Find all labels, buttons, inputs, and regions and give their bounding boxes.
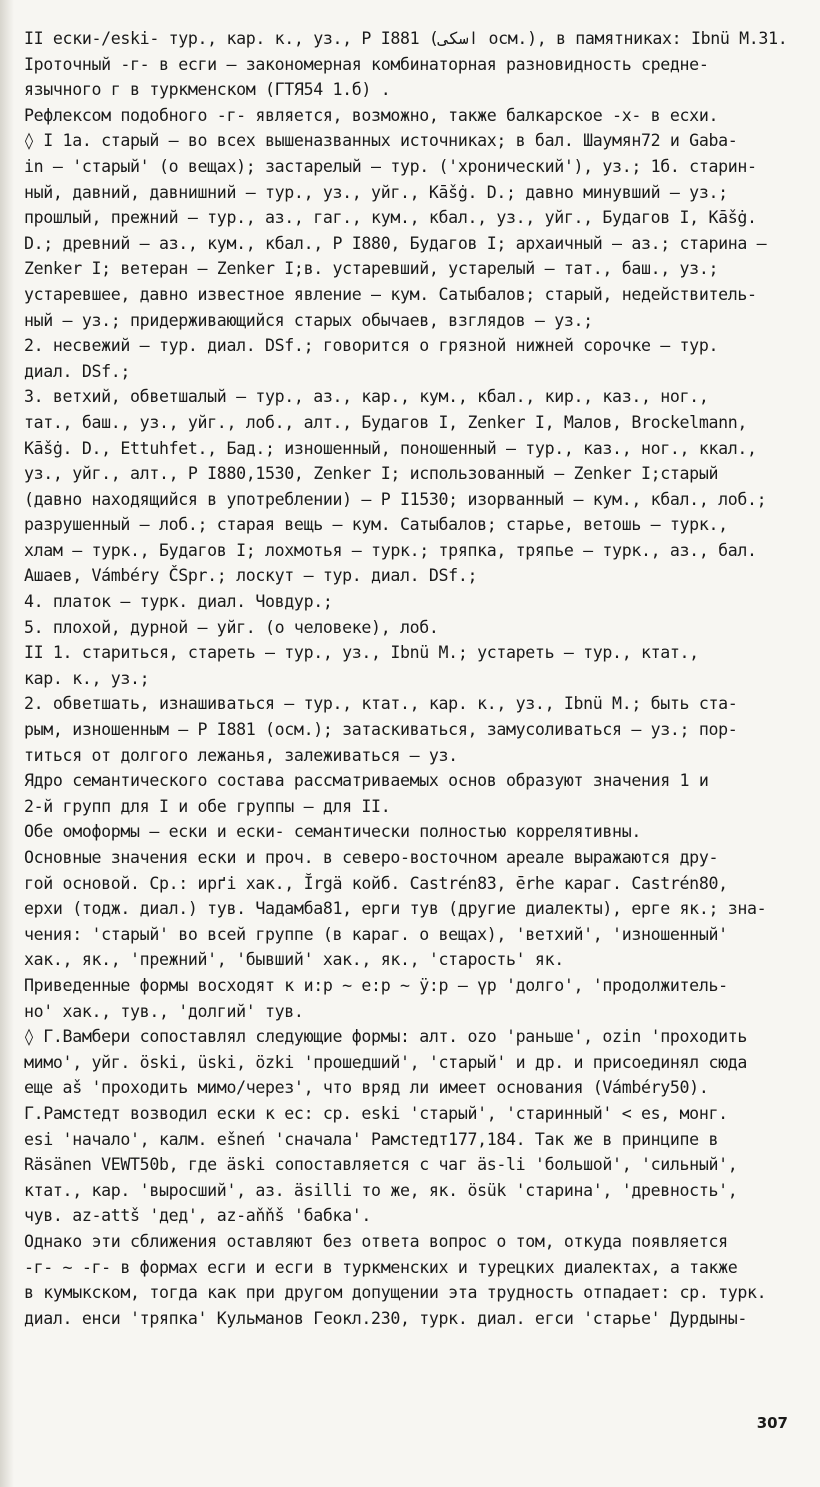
text-line: диал. енси 'тряпка' Кульманов Геокл.230, турк. диал. егси 'старье' Дурдыны- — [24, 1308, 748, 1328]
text-line: устаревшее, давно известное явление – кум. Сатыбалов; старый, недействитель- — [24, 284, 757, 304]
text-line: II ески-/eski- тур., кар. к., уз., Р I881 (اسكى осм.), в памятниках: Ibnü M.31. — [24, 29, 788, 48]
text-line: Рефлексом подобного -г- является, возможно, также балкарское -х- в есхи. — [24, 105, 719, 125]
text-line: еще aš 'проходить мимо/через', что вряд ли имеет основания (Vámbéry50). — [24, 1078, 709, 1098]
dictionary-entry-text — [24, 26, 798, 1331]
text-line: Ядро семантического состава рассматриваемых основ образуют значения 1 и — [24, 771, 709, 791]
text-line: прошлый, прежний – тур., аз., гаг., кум., кбал., уз., уйг., Будагов I, Kāšġ. — [24, 208, 757, 228]
text-line: Однако эти сближения оставляют без ответа вопрос о том, откуда появляется — [24, 1231, 728, 1251]
text-line: рым, изношенным – Р I881 (осм.); затаскиваться, замусоливаться – уз.; пор- — [24, 720, 738, 740]
text-line: 2. несвежий – тур. диал. DSf.; говорится о грязной нижней сорочке – тур. — [24, 336, 719, 356]
text-line: ный, давний, давнишний – тур., уз., уйг., Kāšġ. D.; давно минувший – уз.; — [24, 182, 728, 202]
text-line: титься от долгого лежанья, залеживаться – уз. — [24, 745, 458, 765]
text-line: но' хак., тув., 'долгий' тув. — [24, 1001, 304, 1021]
text-line: Приведенные формы восходят к и:р ~ е:р ~ ӱ:р – үр 'долго', 'продолжитель- — [24, 975, 728, 995]
text-line: 3. ветхий, обветшалый – тур., аз., кар., кум., кбал., кир., каз., ног., — [24, 387, 709, 407]
text-line: разрушенный – лоб.; старая вещь – кум. Сатыбалов; старье, ветошь – турк., — [24, 515, 728, 535]
text-line: Г.Рамстедт возводил ески к ес: ср. eski 'старый', 'старинный' < es, монг. — [24, 1103, 728, 1123]
text-line: мимо', уйг. öski, üski, özki 'прошедший', 'старый' и др. и присоединял сюда — [24, 1052, 748, 1072]
text-line: Kāšġ. D., Ettuhfet., Бад.; изношенный, поношенный – тур., каз., ног., ккал., — [24, 438, 757, 458]
text-line: 5. плохой, дурной – уйг. (о человеке), лоб. — [24, 617, 439, 637]
text-line: кар. к., уз.; — [24, 668, 150, 688]
text-line: чения: 'старый' во всей группе (в караг. о вещах), 'ветхий', 'изношенный' — [24, 924, 728, 944]
text-line: диал. DSf.; — [24, 361, 131, 381]
text-line: Zenker I; ветеран – Zenker I;в. устаревший, устарелый – тат., баш., уз.; — [24, 259, 719, 279]
text-line: 4. платок – турк. диал. Човдур.; — [24, 592, 333, 612]
text-line: хлам – турк., Будагов I; лохмотья – турк.; тряпка, тряпье – турк., аз., бал. — [24, 540, 757, 560]
text-line: II 1. стариться, стареть – тур., уз., Ibnü M.; устареть – тур., ктат., — [24, 643, 699, 663]
scan-shadow-edge — [0, 0, 14, 1487]
text-line: язычного г в туркменском (ГТЯ54 1.б) . — [24, 80, 391, 100]
text-line: Ашаев, Vámbéry ČSpr.; лоскут – тур. диал. DSf.; — [24, 566, 478, 586]
text-line: D.; древний – аз., кум., кбал., Р I880, Будагов I; архаичный – аз.; старина – — [24, 233, 767, 253]
text-line: Räsänen VEWT50b, где äski сопоставляется с чаг äs-li 'большой', 'сильный', — [24, 1155, 738, 1175]
text-line: esi 'начало', калм. ešneń 'сначала' Рамстедт177,184. Так же в принципе в — [24, 1129, 719, 1149]
text-line: Основные значения ески и проч. в северо-восточном ареале выражаются дру- — [24, 848, 719, 867]
text-line: (давно находящийся в употреблении) – Р I1530; изорванный – кум., кбал., лоб.; — [24, 489, 767, 509]
text-line: хак., як., 'прежний', 'бывший' хак., як., 'старость' як. — [24, 950, 564, 970]
text-line: ктат., кар. 'выросший', аз. äsilli то же, як. ösük 'старина', 'древность', — [24, 1180, 738, 1200]
text-line: ный – уз.; придерживающийся старых обычаев, взглядов – уз.; — [24, 310, 593, 330]
text-line: Обе омоформы – ески и ески- семантически полностью коррелятивны. — [24, 822, 641, 842]
text-line: ерхи (тодж. диал.) тув. Чадамба81, ерги тув (другие диалекты), ерге як.; зна- — [24, 899, 767, 919]
text-line: Іроточный -г- в есги – закономерная комбинаторная разновидность средне- — [24, 54, 709, 74]
text-line: -г- ~ -г- в формах есги и есги в туркменских и турецких диалектах, а также — [24, 1257, 738, 1277]
text-line: гой основой. Ср.: ирґі хак., Ĭrgä койб. Castrén83, ērhe караг. Castrén80, — [24, 873, 728, 893]
text-line: чув. az-attš 'дед', az-aňňš 'бабка'. — [24, 1206, 372, 1226]
page-number: 307 — [756, 1414, 788, 1432]
text-line: ◊ I 1a. старый – во всех вышеназванных источниках; в бал. Шаумян72 и Gaba- — [24, 131, 738, 151]
text-line: тат., баш., уз., уйг., лоб., алт., Будагов I, Zenker I, Малов, Brockelmann, — [24, 412, 748, 432]
text-line: в кумыкском, тогда как при другом допущении эта трудность отпадает: ср. турк. — [24, 1283, 767, 1303]
text-line: 2-й групп для I и обе группы – для II. — [24, 796, 391, 816]
text-line: уз., уйг., алт., Р I880,1530, Zenker I; использованный – Zenker I;старый — [24, 464, 719, 484]
text-line: ◊ Г.Вамбери сопоставлял следующие формы: алт. ozo 'раньше', ozin 'проходить — [24, 1027, 748, 1047]
text-line: 2. обветшать, изнашиваться – тур., ктат., кар. к., уз., Ibnü M.; быть ста- — [24, 694, 738, 714]
text-line: in – 'старый' (о вещах); застарелый – тур. ('хронический'), уз.; 1б. старин- — [24, 156, 757, 176]
